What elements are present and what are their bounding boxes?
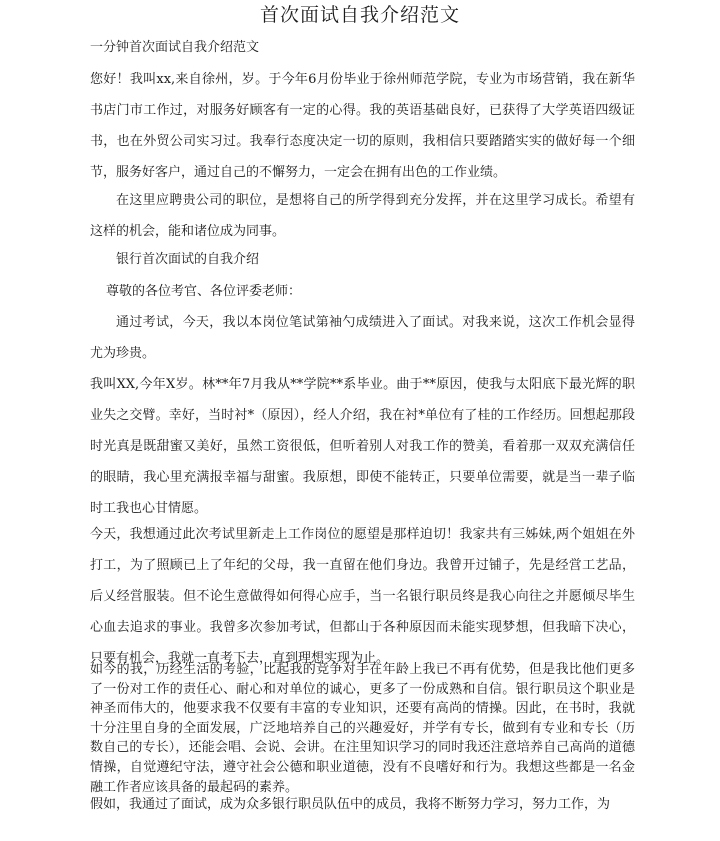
paragraph-closing: 假如，我通过了面试，成为众多银行职员队伍中的成员，我将不断努力学习，努力工作，为 (90, 797, 611, 812)
paragraph-aspiration: 今天，我想通过此次考试里新走上工作岗位的愿望是那样迫切！我家共有三姊妹,两个姐姐在外打工，为了照顾已上了年纪的父母，我一直留在他们身边。我曾开过铺子，先是经営工艺品，后乂经営服装。但不论生意做得如何得心应手，当一名银行职员终是我心向往之并愿倾尽毕生心血去追求的事业。我曾多次参加考试，但都山于各种原因而未能实现梦想，但我暗下决心，只要有机会，我就一直考下去，直到理想实现为止。 (90, 527, 635, 666)
paragraph-exam: 通过考试，今天，我以本岗位笔试第袖勺成绩进入了面试。对我来说，这次工作机会显得尤为珍贵。 (90, 315, 635, 361)
greeting-line: 尊敬的各位考官、各位评委老师： (106, 284, 302, 299)
paragraph-qualities: 如今的我，历经生活的考验，比起我的竞争对手在年龄上我已不再有优势，但是我比他们更多了一份对工作的责任心、耐心和对单位的诚心，更多了一份成熟和自信。银行职员这个职业是神圣而伟大的，他要求我不仅要有丰富的专业知识，还要有高尚的情操。因此，在书时，我就十分注里自身的全面发展，广泛地培养自己的兴趣爱好，并学有专长，做到有专业和专长（历数自己的专长），还能会唱、会说、会讲。在注里知识学习的同时我还注意培养自己高尚的道德情操，自觉遵纪守法，遵守社会公德和职业道徳，没有不良嗜好和行为。我想这些都是一名金融工作者应该具备的最起码的素养。 (90, 662, 635, 795)
paragraph-application: 在这里应聘贵公司的职位，是想将自己的所学得到充分发挥，并在这里学习成长。希望有这样的机会，能和诸位成为同事。 (90, 193, 635, 239)
paragraph-intro: 您好！我叫xx,来自徐州，岁。于今年6月份毕业于徐州师范学院，专业为市场营销，我在新华书店门市工作过，对服务好顾客有一定的心得。我的英语基础良好，已获得了大学英语四级证书，也在外贸公司实习过。我奉行态度决定一切的原则，我相信只要踏踏实实的做好每一个细节，服务好客户，通过自己的不懈努力，一定会在拥有出色的工作业绩。 (90, 72, 635, 180)
document-subtitle: 一分钟首次面试自我介绍范文 (90, 40, 260, 55)
document-title: 首次面试自我介绍范文 (259, 4, 460, 26)
paragraph-background: 我叫XX,今年X岁。林**年7月我从**学院**系毕业。曲于**原因，使我与太阳底下最光辉的职业失之交臂。幸好，当时衬*（原因），经人介绍，我在衬*单位有了桂的工作经历。回想起那段时光真是既甜蜜又美好，虽然工资很低，但听着别人对我工作的赞美，看着那一双双充满信任的眼睛，我心里充满报幸福与甜蜜。我原想，即使不能转正，只要单位需要，就是当一辈子临时工我也心甘情愿。 (90, 377, 635, 516)
section-heading-bank: 银行首次面试的自我介绍 (116, 252, 260, 267)
